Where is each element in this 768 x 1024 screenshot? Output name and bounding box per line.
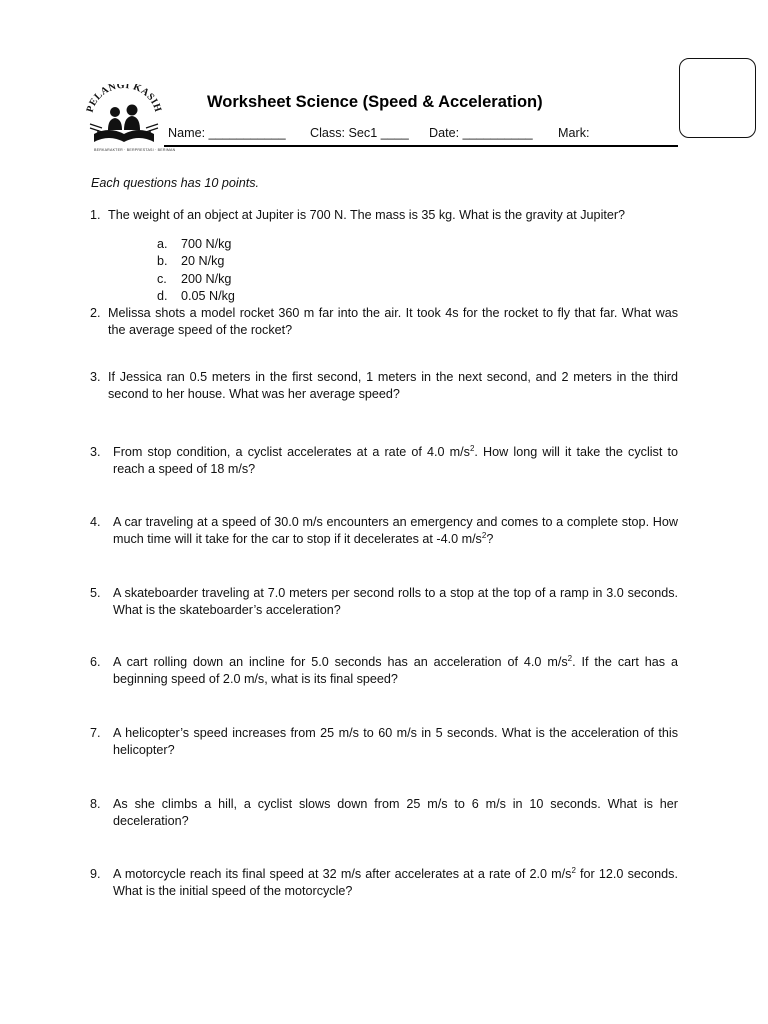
- question-5: [90, 585, 678, 619]
- question-number: 5.: [90, 586, 101, 600]
- student-info-row: [168, 126, 678, 144]
- question-number: 4.: [90, 515, 101, 529]
- option-text: 200 N/kg: [181, 271, 232, 286]
- mark-field-label: Mark:: [558, 126, 590, 140]
- question-number: 3.: [90, 370, 101, 384]
- worksheet-title: Worksheet Science (Speed & Acceleration): [207, 93, 543, 111]
- question-text: The weight of an object at Jupiter is 700 N. The mass is 35 kg. What is the gravity at Jupiter?: [108, 208, 626, 222]
- question-2: [90, 305, 678, 339]
- question-text: A helicopter’s speed increases from 25 m/s to 60 m/s in 5 seconds. What is the acceleration of this helicopter?: [113, 726, 678, 757]
- question-7: [90, 725, 678, 759]
- option-letter: a.: [157, 237, 168, 251]
- school-logo: [84, 84, 176, 158]
- question-number: 8.: [90, 797, 101, 811]
- question-9: [90, 866, 678, 900]
- question-number: 1.: [90, 208, 101, 222]
- logo-arc-text: PELANGI KASIH: [84, 84, 164, 114]
- question-4: [90, 514, 678, 548]
- name-field-label: Name: ___________: [168, 126, 286, 140]
- question-text: Melissa shots a model rocket 360 m far into the air. It took 4s for the rocket to fly that far. What was the average speed of the rocket?: [108, 306, 678, 337]
- option-letter: b.: [157, 254, 168, 269]
- question-8: [90, 796, 678, 830]
- question-3-jessica: [90, 369, 678, 403]
- class-field-label: Class: Sec1 ____: [310, 126, 409, 140]
- question-number: 2.: [90, 306, 101, 320]
- option-letter: c.: [157, 271, 167, 286]
- question-number: 3.: [90, 445, 101, 459]
- option-text: 700 N/kg: [181, 237, 232, 251]
- question-text: From stop condition, a cyclist accelerates at a rate of 4.0 $m/s^2$. How long will it take the cyclist to reach a speed of 18 m/s?: [113, 443, 678, 476]
- question-text: A motorcycle reach its final speed at 32 m/s after accelerates at a rate of 2.0 $m/s^2$ for 12.0 seconds. What is the initial speed of the motorcycle?: [113, 865, 678, 898]
- instructions-text: Each questions has 10 points.: [91, 176, 260, 190]
- question-text: A car traveling at a speed of 30.0 m/s encounters an emergency and comes to a complete stop. How much time will it take for the car to stop if it decelerates at -4.0 $m/s^2$?: [113, 515, 678, 546]
- question-text: A cart rolling down an incline for 5.0 seconds has an acceleration of 4.0 $m/s^2$. If the cart has a beginning speed of 2.0 m/s, what is its final speed?: [113, 653, 678, 686]
- logo-subtitle: BERKARAKTER · BERPRESTASI · BERIMAN: [94, 148, 176, 152]
- question-number: 6.: [90, 655, 101, 669]
- question-6: [90, 654, 678, 688]
- question-3-cyclist: [90, 444, 678, 478]
- header-underline: [164, 145, 678, 147]
- option-text: 0.05 N/kg: [181, 288, 235, 303]
- question-number: 9.: [90, 867, 101, 881]
- svg-text:PELANGI KASIH: [85, 84, 164, 114]
- logo-emblem: [84, 84, 164, 148]
- question-1: [90, 207, 678, 224]
- question-text: If Jessica ran 0.5 meters in the first second, 1 meters in the next second, and 2 meters in the third second to her house. What was her average speed?: [108, 370, 678, 401]
- option-letter: d.: [157, 288, 168, 303]
- question-number: 7.: [90, 726, 101, 740]
- date-field-label: Date: __________: [429, 126, 533, 140]
- question-text: As she climbs a hill, a cyclist slows down from 25 m/s to 6 m/s in 10 seconds. What is her deceleration?: [113, 797, 678, 828]
- question-text: A skateboarder traveling at 7.0 meters per second rolls to a stop at the top of a ramp in 3.0 seconds. What is the skateboarder’s acceleration?: [113, 586, 678, 617]
- option-text: 20 N/kg: [181, 254, 225, 269]
- mark-box: [679, 58, 756, 138]
